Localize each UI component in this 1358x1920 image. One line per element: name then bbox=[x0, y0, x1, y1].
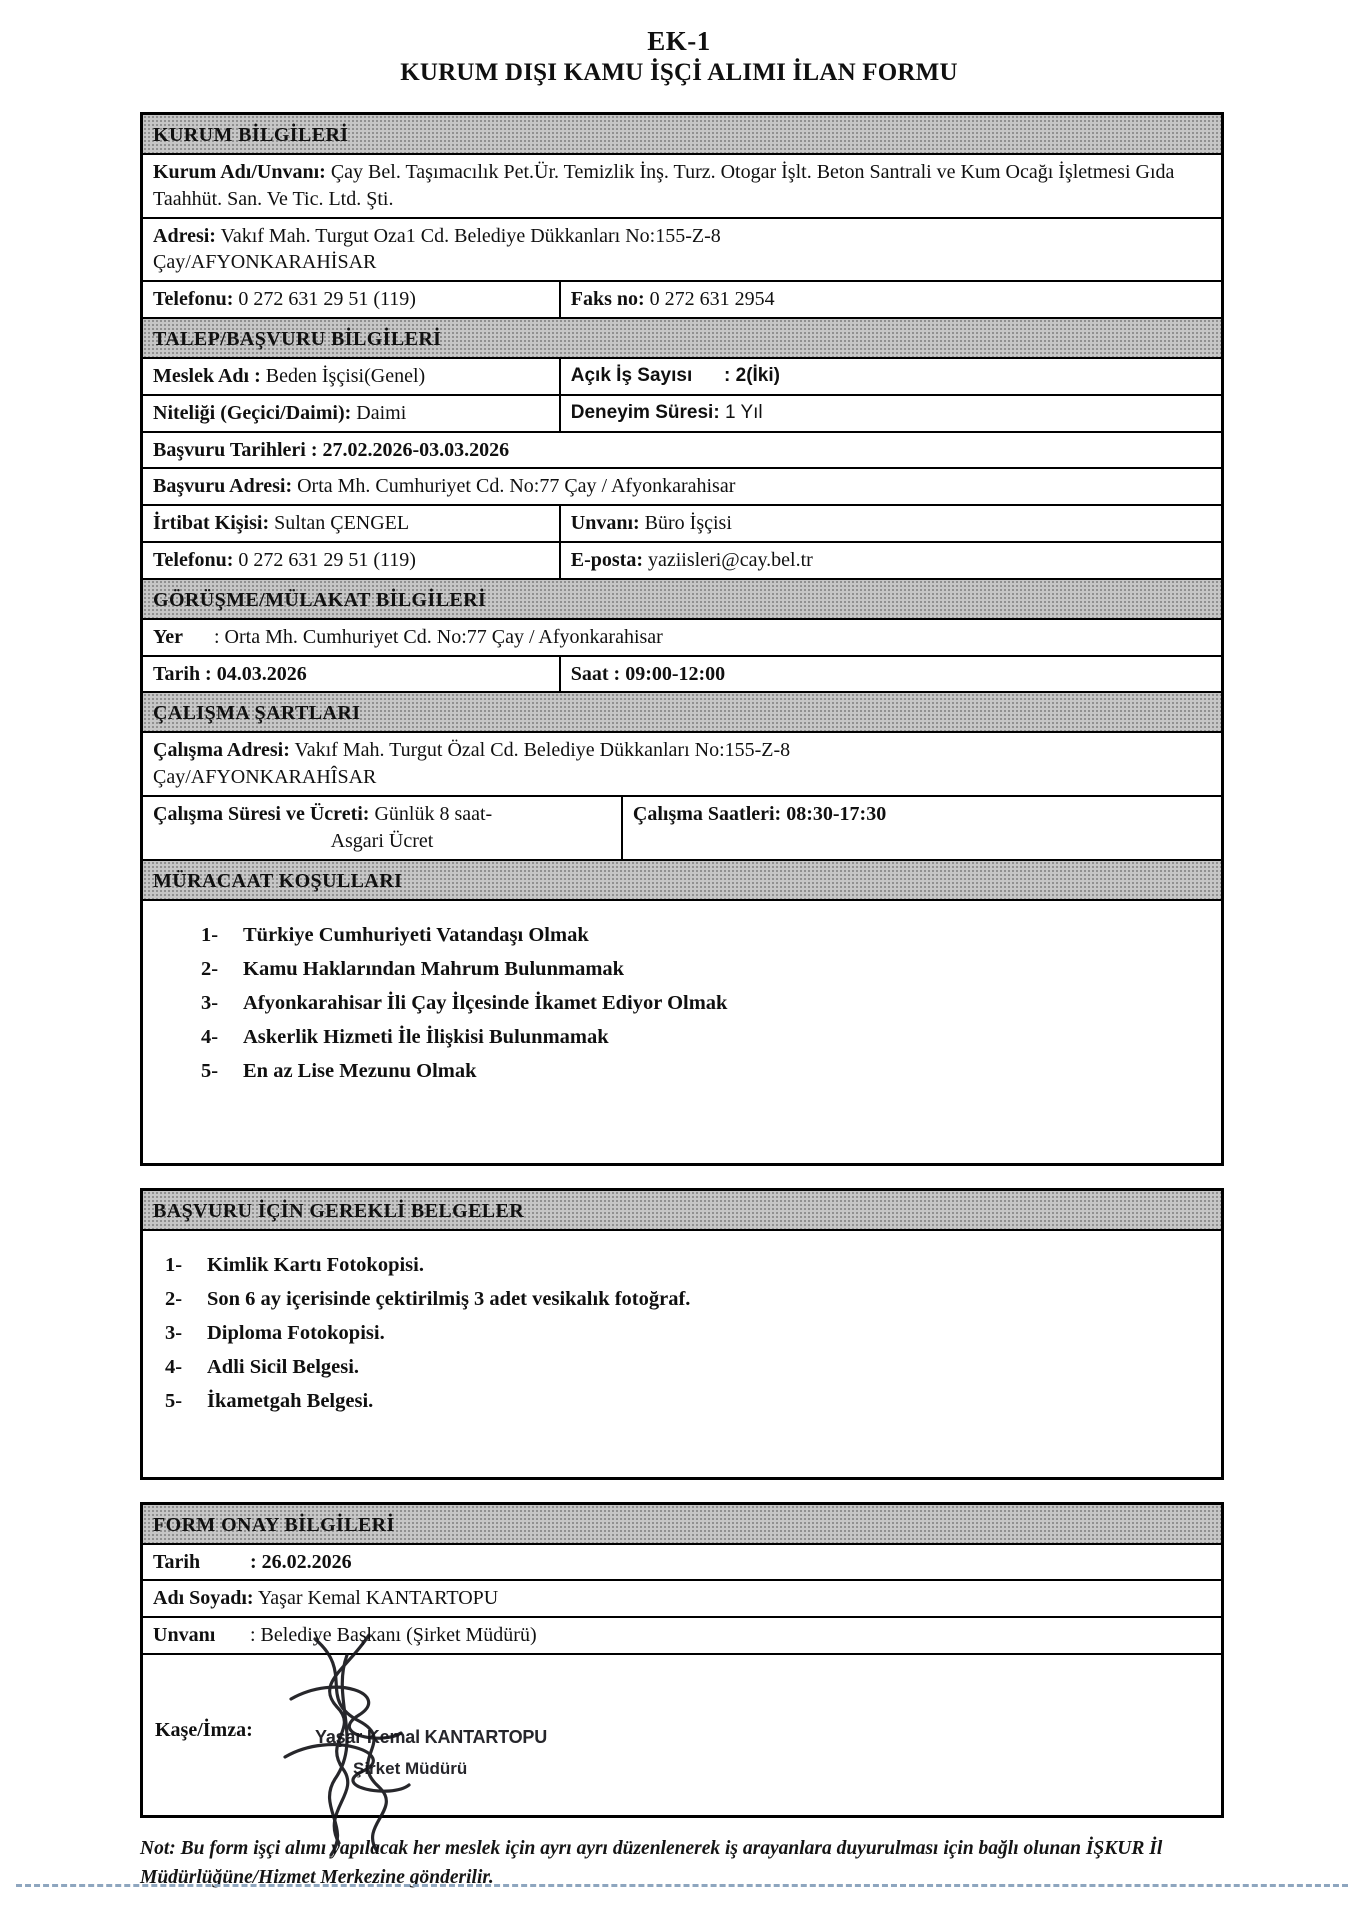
list-item-number: 1- bbox=[165, 1253, 183, 1276]
gorusme-yer-label: Yer bbox=[153, 625, 183, 648]
calisma-sure-cell bbox=[143, 797, 621, 859]
gorusme-tarih-value: 04.03.2026 bbox=[216, 662, 307, 685]
form-title: KURUM DIŞI KAMU İŞÇİ ALIMI İLAN FORMU bbox=[400, 59, 958, 86]
section-gap bbox=[140, 1480, 1224, 1502]
list-item bbox=[165, 1388, 1209, 1415]
section-header-calisma-sartlari: ÇALIŞMA ŞARTLARI bbox=[143, 693, 1221, 733]
meslek-value: Beden İşçisi(Genel) bbox=[265, 364, 426, 387]
row-kase-imza bbox=[143, 1655, 1221, 1815]
row-gorusme-tarih-saat bbox=[143, 657, 1221, 694]
list-item-number: 4- bbox=[201, 1025, 219, 1048]
basvuru-tarihleri-value: 27.02.2026-03.03.2026 bbox=[322, 438, 510, 461]
row-telefon-eposta bbox=[143, 543, 1221, 580]
acik-is-label: Açık İş Sayısı bbox=[570, 364, 693, 386]
list-item-number: 1- bbox=[201, 923, 219, 946]
row-kurum-adres bbox=[143, 219, 1221, 283]
calisma-sure-value: Günlük 8 saat- bbox=[374, 802, 493, 825]
kurum-telefon-value: 0 272 631 29 51 (119) bbox=[238, 288, 416, 311]
kurum-adres-value: Vakıf Mah. Turgut Oza1 Cd. Belediye Dükkanları No:155-Z-8 bbox=[220, 224, 721, 247]
irtibat-label: İrtibat Kişisi: bbox=[153, 512, 270, 535]
list-item bbox=[165, 1320, 1209, 1347]
gerekli-belgeler-list bbox=[143, 1231, 1221, 1477]
gorusme-saat-value: 09:00-12:00 bbox=[625, 662, 726, 685]
list-item-text: Afyonkarahisar İli Çay İlçesinde İkamet Ediyor Olmak bbox=[243, 991, 728, 1014]
row-calisma-sure-saat bbox=[143, 797, 1221, 861]
list-item-text: En az Lise Mezunu Olmak bbox=[243, 1059, 477, 1082]
kurum-faks-value: 0 272 631 2954 bbox=[649, 288, 775, 311]
calisma-adresi-value-line2: Çay/AFYONKARAHÎSAR bbox=[153, 766, 377, 789]
form-table-onay bbox=[140, 1502, 1224, 1818]
gorusme-tarih-cell bbox=[143, 657, 559, 692]
row-meslek-acik bbox=[143, 359, 1221, 396]
gorusme-saat-label: Saat : bbox=[570, 662, 621, 685]
basvuru-adresi-value: Orta Mh. Cumhuriyet Cd. No:77 Çay / Afyonkarahisar bbox=[297, 475, 736, 498]
nitelik-label: Niteliği (Geçici/Daimi): bbox=[153, 401, 352, 424]
calisma-sure-value-line2: Asgari Ücret bbox=[330, 829, 434, 852]
row-basvuru-adresi bbox=[143, 469, 1221, 506]
eposta-cell bbox=[559, 543, 1221, 578]
form-code: EK-1 bbox=[647, 26, 711, 56]
form-table-main bbox=[140, 112, 1224, 1166]
row-kurum-telefon-faks bbox=[143, 282, 1221, 319]
calisma-saatleri-cell bbox=[621, 797, 1221, 859]
list-item-text: Son 6 ay içerisinde çektirilmiş 3 adet vesikalık fotoğraf. bbox=[207, 1287, 691, 1310]
talep-telefon-value: 0 272 631 29 51 (119) bbox=[238, 548, 416, 571]
stamp-title: Şirket Müdürü bbox=[353, 1759, 468, 1779]
form-table-belgeler bbox=[140, 1188, 1224, 1480]
gorusme-tarih-label: Tarih : bbox=[153, 662, 212, 685]
kurum-adres-value-line2: Çay/AFYONKARAHİSAR bbox=[153, 251, 377, 274]
footnote-text: Bu form işçi alımı yapılacak her meslek için ayrı ayrı düzenlenerek iş arayanlara duyurulması için bağlı olunan İŞKUR İl Müdürlüğüne/Hizmet Merkezine gönderilir. bbox=[140, 1837, 1163, 1889]
kurum-adres-label: Adresi: bbox=[153, 224, 216, 247]
list-item-number: 2- bbox=[165, 1287, 183, 1310]
nitelik-cell bbox=[143, 396, 559, 431]
list-item bbox=[201, 1058, 1209, 1085]
row-nitelik-deneyim bbox=[143, 396, 1221, 433]
section-header-kurum-bilgileri: KURUM BİLGİLERİ bbox=[143, 115, 1221, 155]
basvuru-adresi-label: Başvuru Adresi: bbox=[153, 475, 293, 498]
gorusme-saat-cell bbox=[559, 657, 1221, 692]
talep-telefon-label: Telefonu: bbox=[153, 548, 234, 571]
deneyim-cell bbox=[559, 396, 1221, 431]
list-item-text: İkametgah Belgesi. bbox=[207, 1389, 374, 1412]
list-item-number: 4- bbox=[165, 1355, 183, 1378]
talep-telefon-cell bbox=[143, 543, 559, 578]
stamp-name: Yaşar Kemal KANTARTOPU bbox=[315, 1726, 548, 1747]
kurum-faks-cell bbox=[559, 282, 1221, 317]
unvan-cell bbox=[559, 506, 1221, 541]
calisma-sure-label: Çalışma Süresi ve Ücreti: bbox=[153, 802, 370, 825]
section-header-gorusme-mulakat: GÖRÜŞME/MÜLAKAT BİLGİLERİ bbox=[143, 580, 1221, 620]
section-header-talep-basvuru: TALEP/BAŞVURU BİLGİLERİ bbox=[143, 319, 1221, 359]
meslek-label: Meslek Adı : bbox=[153, 364, 261, 387]
list-item-text: Askerlik Hizmeti İle İlişkisi Bulunmamak bbox=[243, 1025, 609, 1048]
gorusme-yer-value: : Orta Mh. Cumhuriyet Cd. No:77 Çay / Afyonkarahisar bbox=[214, 625, 663, 648]
basvuru-tarihleri-label: Başvuru Tarihleri : bbox=[153, 438, 318, 461]
kurum-telefon-cell bbox=[143, 282, 559, 317]
kase-imza-label: Kaşe/İmza: bbox=[155, 1718, 253, 1741]
kurum-faks-label: Faks no: bbox=[570, 288, 645, 311]
row-basvuru-tarihleri bbox=[143, 433, 1221, 470]
onay-unvan-value: : Belediye Başkanı (Şirket Müdürü) bbox=[250, 1624, 537, 1647]
section-gap bbox=[140, 1166, 1224, 1188]
row-calisma-adresi bbox=[143, 733, 1221, 797]
footnote-label: Not: bbox=[140, 1837, 176, 1859]
list-item-text: Türkiye Cumhuriyeti Vatandaşı Olmak bbox=[243, 923, 589, 946]
list-item bbox=[165, 1354, 1209, 1381]
acik-is-value: : 2(İki) bbox=[724, 364, 780, 386]
row-onay-ad-soyad bbox=[143, 1581, 1221, 1618]
kurum-telefon-label: Telefonu: bbox=[153, 288, 234, 311]
list-item bbox=[201, 922, 1209, 949]
calisma-saatleri-label: Çalışma Saatleri: bbox=[632, 802, 782, 825]
acik-is-cell bbox=[559, 359, 1221, 394]
list-item-text: Adli Sicil Belgesi. bbox=[207, 1355, 360, 1378]
list-item-text: Kimlik Kartı Fotokopisi. bbox=[207, 1253, 424, 1276]
onay-tarih-value: : 26.02.2026 bbox=[250, 1550, 352, 1573]
onay-tarih-label: Tarih bbox=[153, 1550, 201, 1573]
onay-ad-label: Adı Soyadı: bbox=[153, 1587, 254, 1610]
list-item-text: Diploma Fotokopisi. bbox=[207, 1321, 385, 1344]
kurum-adi-label: Kurum Adı/Unvanı: bbox=[153, 161, 326, 183]
meslek-cell bbox=[143, 359, 559, 394]
row-gorusme-yer bbox=[143, 620, 1221, 657]
list-item bbox=[165, 1252, 1209, 1279]
section-header-muracaat-kosullari: MÜRACAAT KOŞULLARI bbox=[143, 861, 1221, 901]
list-item bbox=[201, 956, 1209, 983]
section-header-form-onay: FORM ONAY BİLGİLERİ bbox=[143, 1505, 1221, 1545]
signature bbox=[251, 1629, 451, 1867]
kurum-adi-value: Çay Bel. Taşımacılık Pet.Ür. Temizlik İnş. Turz. Otogar İşlt. Beton Santrali ve Kum Ocağı İşletmesi Gıda Taahhüt. San. Ve Tic. Ltd. Şti. bbox=[153, 161, 1175, 210]
list-item-text: Kamu Haklarından Mahrum Bulunmamak bbox=[243, 957, 625, 980]
eposta-label: E-posta: bbox=[570, 548, 643, 571]
irtibat-cell bbox=[143, 506, 559, 541]
eposta-value: yaziisleri@cay.bel.tr bbox=[647, 548, 813, 571]
unvan-value: Büro İşçisi bbox=[644, 512, 732, 535]
muracaat-kosullari-list bbox=[143, 901, 1221, 1163]
list-item bbox=[201, 990, 1209, 1017]
nitelik-value: Daimi bbox=[356, 401, 407, 424]
irtibat-value: Sultan ÇENGEL bbox=[274, 512, 410, 535]
cut-line bbox=[16, 1884, 1348, 1887]
unvan-label: Unvanı: bbox=[570, 512, 640, 535]
deneyim-value: 1 Yıl bbox=[724, 401, 763, 423]
list-item-number: 5- bbox=[201, 1059, 219, 1082]
form-body bbox=[140, 112, 1224, 1892]
onay-unvan-label: Unvanı bbox=[153, 1624, 216, 1647]
list-item-number: 2- bbox=[201, 957, 219, 980]
deneyim-label: Deneyim Süresi: bbox=[570, 401, 720, 423]
calisma-adresi-label: Çalışma Adresi: bbox=[153, 739, 290, 762]
calisma-adresi-value: Vakıf Mah. Turgut Özal Cd. Belediye Dükkanları No:155-Z-8 bbox=[294, 739, 791, 762]
section-header-gerekli-belgeler: BAŞVURU İÇİN GEREKLİ BELGELER bbox=[143, 1191, 1221, 1231]
list-item-number: 3- bbox=[201, 991, 219, 1014]
row-onay-tarih bbox=[143, 1545, 1221, 1582]
onay-ad-value: Yaşar Kemal KANTARTOPU bbox=[257, 1587, 499, 1610]
list-item bbox=[165, 1286, 1209, 1313]
list-item-number: 5- bbox=[165, 1389, 183, 1412]
row-kurum-adi bbox=[143, 155, 1221, 219]
list-item bbox=[201, 1024, 1209, 1051]
list-item-number: 3- bbox=[165, 1321, 183, 1344]
row-irtibat-unvan bbox=[143, 506, 1221, 543]
calisma-saatleri-value: 08:30-17:30 bbox=[786, 802, 887, 825]
